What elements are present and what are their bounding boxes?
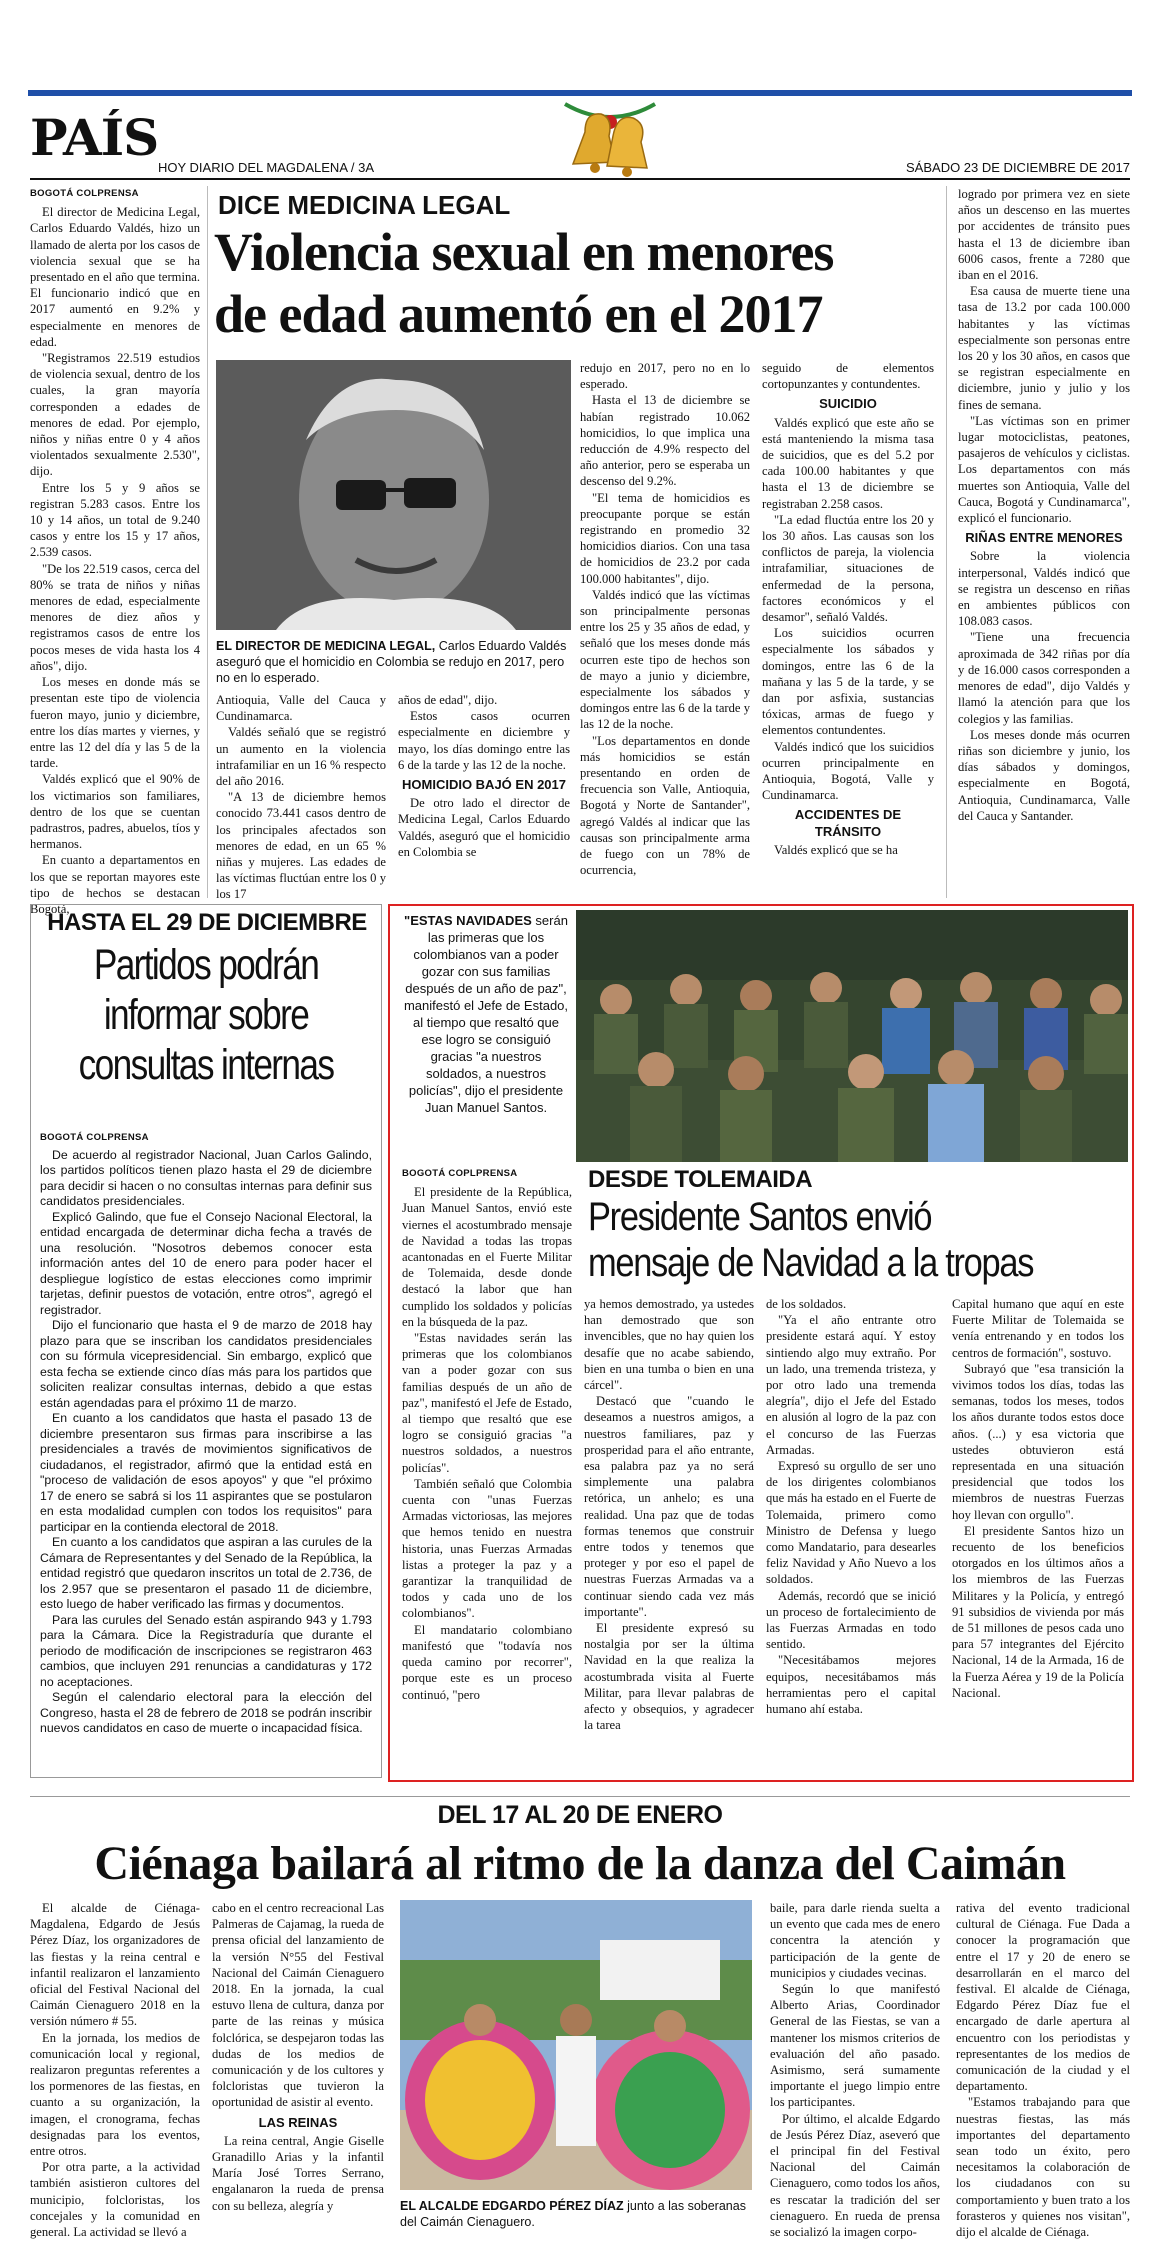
story2-kicker: HASTA EL 29 DE DICIEMBRE <box>47 909 367 936</box>
story1-c6-p3: "Las víctimas son en primer lugar motociclistas, peatones, pasajeros de vehículos y ciclistas. Los departamentos con más muertes son Antioquia, Valle del Cauca, Bogotá y Cundinamarca", explicó el funcionario. <box>958 413 1130 526</box>
story1-subhead-suicidio: SUICIDIO <box>819 396 877 412</box>
story1-byline: BOGOTÁ COLPRENSA <box>30 188 139 199</box>
story3-c1-p4: El mandatario colombiano manifestó que "todavía nos queda camino por recorrer", porque este es un proceso continuó, "pero <box>402 1622 572 1702</box>
story3-column-1 <box>402 1166 572 1774</box>
issue-date: SÁBADO 23 DE DICIEMBRE DE 2017 <box>906 160 1130 175</box>
story1-c5-p4: Los suicidios ocurren especialmente los sábados y domingos, entre las 6 de la mañana y las 5 de la tarde, y se dan por asfixia, sustancias tóxicas, armas de fuego y elementos contundentes. <box>762 626 934 738</box>
story1-c2-p3: "A 13 de diciembre hemos conocido 73.441 casos dentro de los principales afectados son menores de edad, en un 65 % niñas y mujeres. Las edades de las víctimas fluctúan entre los 0 y los 17 <box>216 790 386 902</box>
story3-pullquote-text: serán las primeras que los colombianos van a poder gozar con sus familias después de un año de paz", manifestó el Jefe de Estado, al tiempo que resaltó que ese logro se consiguió gracias "a nuestros soldados, a nuestros policías", dijo el presidente Juan Manuel Santos. <box>403 913 569 1115</box>
story4-c1-p1: El alcalde de Ciénaga-Magdalena, Edgardo de Jesús Pérez Díaz, los organizadores de las fiestas y la reina central e infantil realizaron el lanzamiento oficial del Festival Nacional del Caimán Cienaguero 2018 en la versión número # 55. <box>30 1901 200 2029</box>
story1-headline-line1: Violencia sexual en menores <box>214 222 834 282</box>
story3-c2-p3: El presidente expresó su nostalgia por ser la última Navidad en la que realiza la acostumbrada visita al Fuerte Militar, para llevar palabras de afecto y obsequios, y agradecer la tarea <box>584 1621 754 1733</box>
story4-column-2 <box>212 1900 384 2240</box>
story3-c4-p3: El presidente Santos hizo un recuento de los beneficios otorgados en los últimos años a los miembros de las Fuerzas Militares y la Policía, y entregó 91 subsidios de vivienda por más de 51 millones de pesos cada uno para 57 integrantes del Ejército Nacional, 14 de la Armada, 16 de la Fuerza Aérea y 19 de la Policía Nacional. <box>952 1523 1124 1700</box>
story3-c3-p3: Expresó su orgullo de ser uno de los dirigentes colombianos que más ha estado en el Fuerte de Tolemaida, primero como Ministro de Defensa y luego como Mandatario, para desearles feliz Navidad y Año Nuevo a los soldados. <box>766 1459 936 1587</box>
story3-column-3 <box>766 1296 936 1774</box>
story3-headline-line2: mensaje de Navidad a la tropas <box>588 1241 1034 1285</box>
story4-c3-p2: Según lo que manifestó Alberto Arias, Coordinador General de las Fiestas, se van a mantener los mismos criterios de evaluación del año pasado. Asimismo, será sumamente importante el juego limpio entre los participantes. <box>770 1982 940 2110</box>
story3-c3-p1: de los soldados. <box>766 1297 847 1311</box>
story3-kicker: DESDE TOLEMAIDA <box>588 1166 813 1193</box>
story1-c5-p6: Valdés explicó que se ha <box>774 842 898 857</box>
story1-c1-p4: "De los 22.519 casos, cerca del 80% se trata de niños y niñas menores de edad, especialmente menores de diez años y registramos casos de entre los pocos meses de vida hasta los 4 años", dijo. <box>30 561 200 673</box>
story2-p5: En cuanto a los candidatos que aspiran a las curules de la Cámara de Representantes y del Senado de la República, la entidad registró que quedaron inscritos un total de 2.736, de los 2.957 que se presentaron el pasado 11 de diciembre, esto luego de haber verificado las firmas y documentos. <box>40 1535 372 1611</box>
story2-p4: En cuanto a los candidatos que hasta el pasado 13 de diciembre presentaron sus firmas para inscribirse a las presidenciales a través de movimientos significativos de ciudadanos, el registrador, afirmó que la entidad está en "proceso de validación de esos apoyos" y que "el próximo 17 de enero se sabrá si los 11 aspirantes que se postularon en esta modalidad cumplen con todos los requisitos" para participar en la contienda electoral de 2018. <box>40 1411 372 1534</box>
story1-column-5 <box>762 360 934 898</box>
story4-c3-p3: Por último, el alcalde Edgardo de Jesús Pérez Díaz, aseveró que el principal fin del Festival Nacional del Caimán Cienaguero, como todos los años, es rescatar la tradición del ser cienaguero. En rueda de prensa se socializó la imagen corpo- <box>770 2111 940 2240</box>
story3-c1-p3: También señaló que Colombia cuenta con "unas Fuerzas Armadas victoriosas, las mejores que hemos tenido en nuestra historia, unas Fuerzas Armadas listas a proteger la paz y a garantizar la tranquilidad de todos y cada uno de los colombianos". <box>402 1476 572 1621</box>
story1-caption-text: Carlos Eduardo Valdés aseguró que el homicidio en Colombia se redujo en 2017, pero no en lo esperado. <box>216 639 567 685</box>
paper-folio: HOY DIARIO DEL MAGDALENA / 3A <box>158 160 375 175</box>
story1-c6-p2: Esa causa de muerte tiene una tasa de 13.2 por cada 100.000 habitantes y las víctimas especialmente son personas entre los 20 y los 30 años, en casos que se registran especialmente en diciembre, junio y julio y los fines de semana. <box>958 284 1130 412</box>
story3-c3-p5: "Necesitábamos mejores equipos, necesitábamos más herramientas pero el capital humano ahí estaba. <box>766 1653 936 1717</box>
story1-column-1 <box>30 186 200 916</box>
story4-subhead-reinas: LAS REINAS <box>258 2114 338 2130</box>
story1-c1-p1: El director de Medicina Legal, Carlos Eduardo Valdés, hizo un llamado de alerta por los casos de violencia sexual que se ha presentado en el año que termina. El funcionario indicó que en 2017 aumentó en 9.2% y especialmente en menores de edad. <box>30 205 200 349</box>
story1-c1-p6: Valdés explicó que el 90% de los victimarios son familiares, dentro de los que se cuentan padrastros, padres, abuelos, tíos y hermanos. <box>30 772 200 852</box>
column-divider <box>946 186 947 898</box>
story3-c3-p4: Además, recordó que se inició un proceso de fortalecimiento de las Fuerzas Armadas en todo sentido. <box>766 1588 936 1652</box>
story1-c4-p4: Valdés indicó que las víctimas son principalmente personas entre los 25 y 35 años de edad, y señaló que los meses donde más ocurren este tipo de hechos son de mayo a junio y diciembre, especialmente los sábados y domingos entre las 6 de la tarde y las 12 de la noche. <box>580 587 750 732</box>
story1-c4-p1: redujo en 2017, pero no en lo esperado. <box>580 361 750 392</box>
story1-c1-p2: "Registramos 22.519 estudios de violencia sexual, dentro de los cuales, la gran mayoría corresponden a edades de menores de edad. Por ejemplo, niños y niñas entre 0 y 4 años violentados sexualmente 2.530", dijo. <box>30 351 200 479</box>
medicina-legal-director-photo <box>216 360 571 630</box>
story3-c1-p2: "Estas navidades serán las primeras que los colombianos van a poder gozar con sus familias después de un año de paz", manifestó el Jefe de Estado, al tiempo que resaltó que ese logro se consiguió gracias "a nuestros soldados, a nuestros policías". <box>402 1331 572 1475</box>
story4-c4-p1: rativa del evento tradicional cultural de Ciénaga. Fue Dada a conocer la programación que entre el 17 y 20 de enero se desarrollarán en el marco del festival. El alcalde de Ciénaga, Edgardo Pérez Díaz fue el encargado de darle apertura al encuentro con los periodistas y representantes de los medios de comunicación de la ciudad y el departamento. <box>956 1901 1130 2094</box>
story1-column-3 <box>398 692 570 898</box>
story2-headline-line2: informar sobre <box>103 991 309 1039</box>
story1-c4-p2: Hasta el 13 de diciembre se habían registrado 10.062 homicidios, lo que implica una reducción de 4.9% respecto del año anterior, pero se esperaba un descenso del 9.2%. <box>580 393 750 489</box>
story1-c6-p1: logrado por primera vez en siete años un descenso en las muertes por accidentes de tránsito pues hasta el 13 de diciembre iban 6006 casos, frente a 7280 que iban en el 2016. <box>958 187 1130 283</box>
story1-c3-p1: años de edad", dijo. <box>398 693 498 707</box>
story3-c1-p1: El presidente de la República, Juan Manuel Santos, envió este viernes el acostumbrado mensaje de Navidad a todas las tropas acantonadas en el Fuerte Militar de Tolemaida, desde donde destacó la labor que han cumplido los soldados y policías en la búsqueda de la paz. <box>402 1185 572 1329</box>
story3-column-2 <box>584 1296 754 1774</box>
story4-photo-caption <box>400 2198 752 2230</box>
story2-p6: Para las curules del Senado están aspirando 943 y 1.793 para la Cámara. Dice la Registraduría que durante el periodo de modificación de inscripciones se registraron 463 cambios, que incluyen 291 renuncias a candidaturas y 172 no aceptaciones. <box>40 1612 372 1689</box>
story1-c6-p5: "Tiene una frecuencia aproximada de 342 riñas por día y de 16.000 casos corresponden a menores de edad", dijo Valdés y llamó la atención para que los colegios y las familias. <box>958 630 1130 726</box>
story1-subhead-homicidio: HOMICIDIO BAJÓ EN 2017 <box>402 777 566 793</box>
story1-c3-p2: Estos casos ocurren especialmente en diciembre y mayo, los días domingo entre las 6 de la tarde y las 12 de la noche. <box>398 709 570 772</box>
story1-column-6 <box>958 186 1130 898</box>
story1-caption-lead: EL DIRECTOR DE MEDICINA LEGAL, <box>216 639 436 653</box>
story3-headline-line1: Presidente Santos envió <box>588 1195 932 1239</box>
story1-c1-p5: Los meses en donde más se presentan este tipo de violencia fueron mayo, junio y diciembre, entre los días martes y viernes, y entre las 12 del día y las 5 de la tarde. <box>30 675 200 771</box>
story4-c4-p2: "Estamos trabajando para que nuestras fiestas, las más importantes del departamento sean todo un éxito, pero necesitamos la colaboración de los ciudadanos con su comportamiento y buen trato a los forasteros y quienes nos visitan", dijo el alcalde de Ciénaga. <box>956 2095 1130 2240</box>
story4-c3-p1: baile, para darle rienda suelta a un evento que cada mes de enero concentra la atención y participación de la gente de municipios y ciudades vecinas. <box>770 1901 940 1980</box>
christmas-bells-icon <box>555 92 665 192</box>
story1-c3-p3: De otro lado el director de Medicina Legal, Carlos Eduardo Valdés, aseguró que el homicidio en Colombia se <box>398 796 570 859</box>
story3-c2-p2: Destacó que "cuando le deseamos a nuestros amigos, a nuestros familiares, paz y prosperidad para el año entrante, esa palabra paz ya no será simplemente una palabra retórica, un anhelo; es una realidad. Una paz que de todas formas tenemos que construir entre todos y tenemos que proteger y por eso el papel de nuestras Fuerzas Armadas va a continuar siendo cada vez más importante". <box>584 1394 754 1619</box>
story4-c2-p1: cabo en el centro recreacional Las Palmeras de Cajamag, la rueda de prensa oficial del lanzamiento de la versión N°55 del Festival Nacional del Caimán Cienaguero 2018. En la jornada, la cual estuvo llena de cultura, danza por parte de las reinas y música folclórica, se despejaron todas las dudas de los medios de comunicación y de los cultores y folcloristas que tuvieron la oportunidad de asistir al evento. <box>212 1901 384 2110</box>
story2-p1: De acuerdo al registrador Nacional, Juan Carlos Galindo, los partidos políticos tienen plazo hasta el 29 de diciembre para decidir si hacen o no consultas internas para definir sus candidatos presidenciales. <box>40 1147 372 1208</box>
story1-photo-caption <box>216 638 571 686</box>
story1-c4-p3: "El tema de homicidios es preocupante porque se están registrando en promedio 32 homicidios diarios. Con una tasa de homicidios de 23.2 por cada 100.000 habitantes", dijo. <box>580 490 750 586</box>
story1-c2-p2: Valdés señaló que se registró un aumento en la violencia intrafamiliar en un 16 % respecto del año 2016. <box>216 725 386 789</box>
story2-body <box>40 1130 372 1770</box>
story1-c4-p5: "Los departamentos en donde más homicidios se están presentando en orden de frecuencia son Valle, Antioquia, Bogotá y Norte de Santander", agregó Valdés al indicar que las causas son principalmente arma de fuego con un 78% de ocurrencia, <box>580 733 750 878</box>
story1-subhead-rinas: RIÑAS ENTRE MENORES <box>965 530 1123 546</box>
story3-c3-p2: "Ya el año entrante otro presidente estará aquí. Y estoy sintiendo algo muy extraño. Por un lado, una tremenda tristeza, y por otro lado una tremenda alegría", dijo el Jefe del Estado en alusión al logro de la paz con el concurso de las Fuerzas Armadas. <box>766 1313 936 1457</box>
story1-column-2 <box>216 692 386 902</box>
story2-headline-line3: consultas internas <box>78 1041 334 1089</box>
story1-headline-line2: de edad aumentó en el 2017 <box>214 284 823 344</box>
story4-c1-p2: En la jornada, los medios de comunicación local y regional, realizaron preguntas referentes a los pormenores de las fiestas, en cuanto a su organización, la imagen, el cronograma, fechas designadas para los eventos, entre otros. <box>30 2030 200 2159</box>
story1-c5-p1: seguido de elementos cortopunzantes y contundentes. <box>762 361 934 392</box>
story4-caption-text: junto a las soberanas del Caimán Cienaguero. <box>400 2199 746 2229</box>
story3-pullquote-lead: "ESTAS NAVIDADES <box>404 913 532 928</box>
story1-kicker: DICE MEDICINA LEGAL <box>218 190 511 220</box>
story1-c2-p1: Antioquia, Valle del Cauca y Cundinamarca. <box>216 693 386 724</box>
story4-column-4 <box>956 1900 1130 2240</box>
story1-c5-p3: "La edad fluctúa entre los 20 y los 30 años. Las causas son los conflictos de pareja, la violencia intrafamiliar, situaciones de enfermedad de la persona, factores económicos y el desamor", señaló Valdés. <box>762 512 934 625</box>
section-title: PAÍS <box>30 108 159 167</box>
story1-c5-p2: Valdés explicó que este año se está manteniendo la misma tasa de suicidios, que es del 5.2 por cada 100.00 habitantes y que hasta el 13 de diciembre se registraban 2.258 casos. <box>762 415 934 511</box>
story3-byline: BOGOTÁ COPLPRENSA <box>402 1168 518 1179</box>
story4-caption-lead: EL ALCALDE EDGARDO PÉREZ DÍAZ <box>400 2199 624 2213</box>
story3-column-4 <box>952 1296 1124 1774</box>
story2-p7: Según el calendario electoral para la elección del Congreso, hasta el 28 de febrero de 2018 se podrán inscribir nuevos candidatos en caso de muerte o incapacidad física. <box>40 1690 372 1735</box>
story3-c4-p2: Subrayó que "esa transición la vivimos todos los días, todas las semanas, todos los meses, todos los años durante todos estos doce años. (...) y esa victoria que ustedes obtuvieron está representada en una situación presidencial que todos los miembros de nuestras Fuerzas hoy llevan con orgullo". <box>952 1361 1124 1522</box>
santos-troops-photo <box>576 910 1128 1162</box>
story1-c6-p6: Los meses donde más ocurren riñas son diciembre y junio, los días sábados y domingos, especialmente en Bogotá, Antioquia, Cundinamarca, Valle del Cauca y Santander. <box>958 727 1130 823</box>
story1-c1-p7: En cuanto a departamentos en los que se reportan mayores este tipo de hechos se destacan Bogotá, <box>30 853 200 916</box>
story2-p3: Dijo el funcionario que hasta el 9 de marzo de 2018 hay plazo para que se inscriban los candidatos presidenciales con su fórmula vicepresidencial. Sin embargo, explicó que esta fecha se extiende cinco días más para los partidos que soliciten realizar consultas internas, debido a que estas están agendadas para el próximo 11 de marzo. <box>40 1318 372 1410</box>
story1-c1-p3: Entre los 5 y 9 años se registran 5.283 casos. Entre los 10 y 14 años, un total de 9.240 casos y entre los 15 y 17 años, 2.539 casos. <box>30 480 200 560</box>
cienaga-queens-photo <box>400 1900 752 2190</box>
story4-column-3 <box>770 1900 940 2240</box>
story1-c6-p4: Sobre la violencia interpersonal, Valdés indicó que se registra un descenso en riñas en ambientes públicos con 108.083 casos. <box>958 549 1130 629</box>
story3-pullquote <box>402 912 570 1116</box>
story3-c4-p1: Capital humano que aquí en este Fuerte Militar de Tolemaida se venía entrenando y en todos los centros de formación", sostuvo. <box>952 1297 1124 1360</box>
story3-c2-p1: ya hemos demostrado, ya ustedes han demostrado que son invencibles, que no hay quien los desafíe que no acabe sabiendo, bien en una tumba o bien en una cárcel". <box>584 1297 754 1393</box>
story4-column-1 <box>30 1900 200 2240</box>
story4-headline: Ciénaga bailará al ritmo de la danza del Caimán <box>94 1837 1066 1890</box>
story4-c1-p3: Por otra parte, a la actividad también asistieron cultores del municipio, folcloristas, los concejales y la comunidad en general. La actividad se llevó a <box>30 2160 200 2240</box>
story1-c5-p5: Valdés indicó que los suicidios ocurren principalmente en Antioquia, Bogotá, Valle y Cundinamarca. <box>762 739 934 803</box>
story4-c2-p2: La reina central, Angie Giselle Granadillo Arias y la infantil María José Torres Serrano, engalanaron la rueda de prensa con su belleza, alegría y <box>212 2133 384 2213</box>
column-divider <box>207 186 208 898</box>
section-rule <box>30 1796 1130 1797</box>
story2-p2: Explicó Galindo, que fue el Consejo Nacional Electoral, la entidad encargada de determinar dicha fecha a través de una resolución. "Nosotros debemos conocer esta información antes del 10 de enero para poder hacer el despliegue logístico de estas elecciones como imprimir tarjetas, definir puestos de votación, entre otros", agregó el registrador. <box>40 1209 372 1317</box>
story4-kicker: DEL 17 AL 20 DE ENERO <box>437 1801 723 1829</box>
story1-subhead-accidentes: ACCIDENTES DE TRÁNSITO <box>794 807 902 839</box>
story2-headline-line1: Partidos podrán <box>93 941 319 989</box>
story2-byline: BOGOTÁ COLPRENSA <box>40 1132 149 1143</box>
story1-column-4 <box>580 360 750 898</box>
